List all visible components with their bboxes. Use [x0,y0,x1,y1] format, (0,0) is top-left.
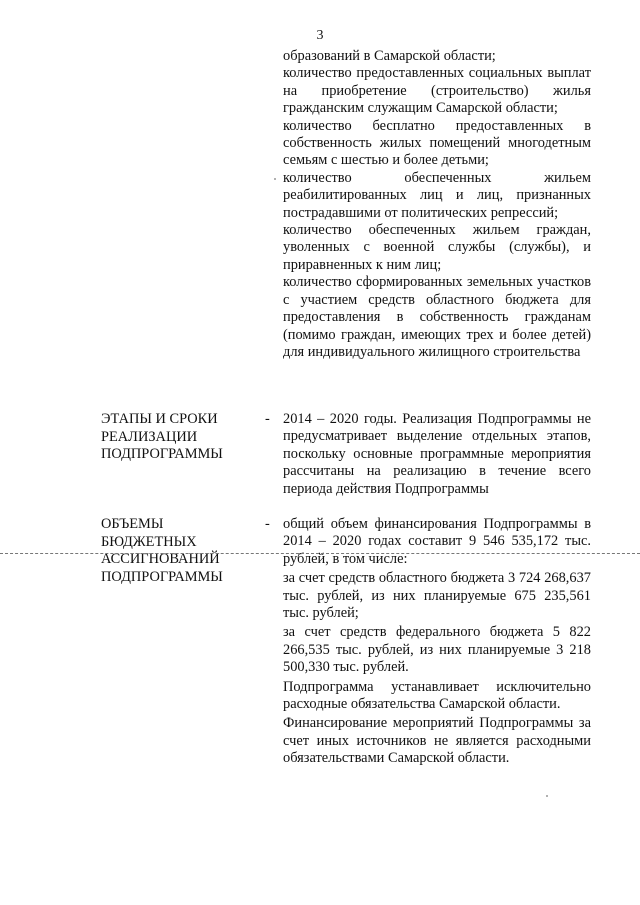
budget-label-line: ПОДПРОГРАММЫ [101,568,223,585]
stages-label-line: РЕАЛИЗАЦИИ [101,428,198,445]
stages-label [101,411,266,464]
stages-label-line: ЭТАПЫ И СРОКИ [101,411,218,427]
stages-text: 2014 – 2020 годы. Реализация Подпрограммы не предусматривает выделение отдельных этапов, поскольку основные программные мероприятия рассчитаны на реализацию в течение всего периода действия Подпрограммы [283,411,591,497]
budget-paragraph: общий объем финансирования Подпрограммы в 2014 – 2020 годах составит 9 546 535,172 тыс. рублей, в том числе: [283,516,591,567]
budget-dash: - [265,516,270,532]
scan-speck [546,795,548,797]
budget-label-line: АССИГНОВАНИЙ [101,551,220,568]
indicator-paragraph: образований в Самарской области; [283,48,496,64]
indicator-paragraph: количество бесплатно предоставленных в собственность жилых помещений многодетным семьям с шестью и более детьми; [283,117,591,169]
stages-label-line: ПОДПРОГРАММЫ [101,446,223,463]
stages-dash: - [265,411,270,427]
indicator-paragraph: количество обеспеченных жильем реабилитированных лиц и лиц, признанных пострадавшими от политических репрессий; [283,169,591,221]
indicator-paragraph: количество предоставленных социальных выплат на приобретение (строительство) жилья гражданским служащим Самарской области; [283,65,591,117]
budget-paragraph: Подпрограмма устанавливает исключительно расходные обязательства Самарской области. [283,678,591,713]
budget-paragraph: за счет средств областного бюджета 3 724 268,637 тыс. рублей, из них планируемые 675 235,561 тыс. рублей; [283,570,591,622]
budget-label [101,516,266,586]
indicator-paragraph: количество обеспеченных жильем граждан, уволенных с военной службы (службы), и приравненных к ним лиц; [283,222,591,273]
budget-label-line: ОБЪЕМЫ [101,516,164,532]
budget-paragraph: Финансирование мероприятий Подпрограммы за счет иных источников не является расходными обязательствами Самарской области. [283,715,591,767]
budget-paragraph: за счет средств федерального бюджета 5 822 266,535 тыс. рублей, из них планируемые 3 218 500,330 тыс. рублей. [283,624,591,676]
scan-artifact-line [0,553,640,554]
scan-speck [274,178,276,180]
budget-label-line: БЮДЖЕТНЫХ [101,533,197,550]
budget-text-block [283,516,591,770]
indicators-block [283,48,591,361]
page-number: 3 [316,28,324,43]
indicator-paragraph: количество сформированных земельных участков с участием средств областного бюджета для предоставления в собственность гражданам (помимо граждан, имеющих трех и более детей) для индивидуального жилищного строительства [283,274,591,360]
stages-text-block [283,411,591,498]
